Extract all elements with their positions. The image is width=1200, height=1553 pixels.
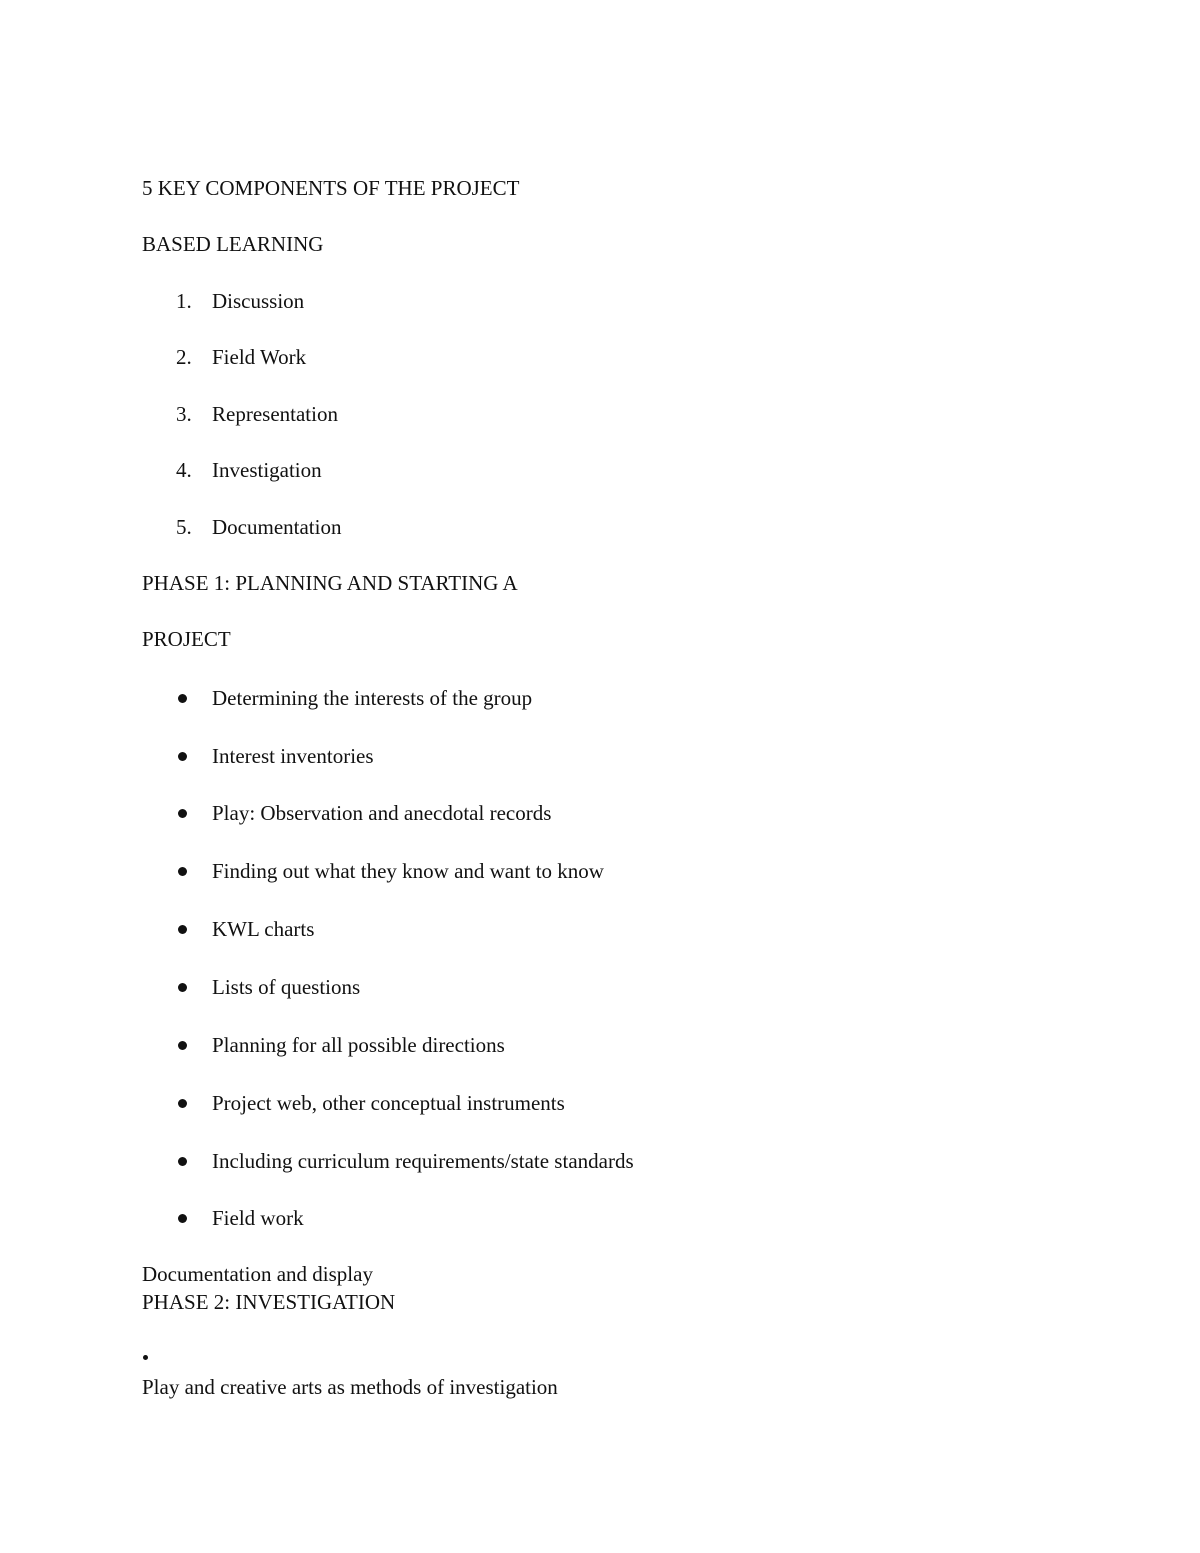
list-item: Interest inventories bbox=[212, 744, 374, 768]
list-item: Representation bbox=[212, 402, 338, 426]
list-item: Finding out what they know and want to know bbox=[212, 859, 604, 883]
list-item: Documentation bbox=[212, 515, 342, 539]
list-item: Discussion bbox=[212, 289, 305, 313]
list-item: Planning for all possible directions bbox=[212, 1033, 505, 1057]
list-item: Play: Observation and anecdotal records bbox=[212, 801, 552, 825]
phase1-title-line-2: PROJECT bbox=[142, 627, 231, 651]
heading-line-2: BASED LEARNING bbox=[142, 232, 324, 256]
documentation-display-text: Documentation and display bbox=[142, 1262, 373, 1286]
bullet-icon bbox=[178, 925, 187, 934]
list-item: Determining the interests of the group bbox=[212, 686, 533, 710]
bullet-icon bbox=[178, 752, 187, 761]
bullet-icon bbox=[178, 1157, 187, 1166]
bullet-icon bbox=[178, 983, 187, 992]
bullet-icon bbox=[178, 1041, 187, 1050]
list-number: 5. bbox=[176, 515, 192, 539]
list-item: KWL charts bbox=[212, 917, 315, 941]
list-item: Investigation bbox=[212, 458, 322, 482]
phase2-title: PHASE 2: INVESTIGATION bbox=[142, 1290, 396, 1314]
list-number: 2. bbox=[176, 345, 192, 369]
heading-line-1: 5 KEY COMPONENTS OF THE PROJECT bbox=[142, 176, 520, 200]
list-item: Lists of questions bbox=[212, 975, 361, 999]
list-item: Field work bbox=[212, 1206, 304, 1230]
list-number: 3. bbox=[176, 402, 192, 426]
bullet-icon bbox=[178, 694, 187, 703]
bullet-icon bbox=[178, 1099, 187, 1108]
list-item: Field Work bbox=[212, 345, 307, 369]
bullet-icon bbox=[178, 1214, 187, 1223]
bullet-icon bbox=[178, 867, 187, 876]
list-item: Including curriculum requirements/state standards bbox=[212, 1149, 634, 1173]
list-number: 4. bbox=[176, 458, 192, 482]
bullet-icon bbox=[143, 1355, 148, 1360]
bullet-icon bbox=[178, 809, 187, 818]
list-item: Project web, other conceptual instruments bbox=[212, 1091, 565, 1115]
phase2-item: Play and creative arts as methods of investigation bbox=[142, 1375, 558, 1399]
phase1-title-line-1: PHASE 1: PLANNING AND STARTING A bbox=[142, 571, 518, 595]
list-number: 1. bbox=[176, 289, 192, 313]
